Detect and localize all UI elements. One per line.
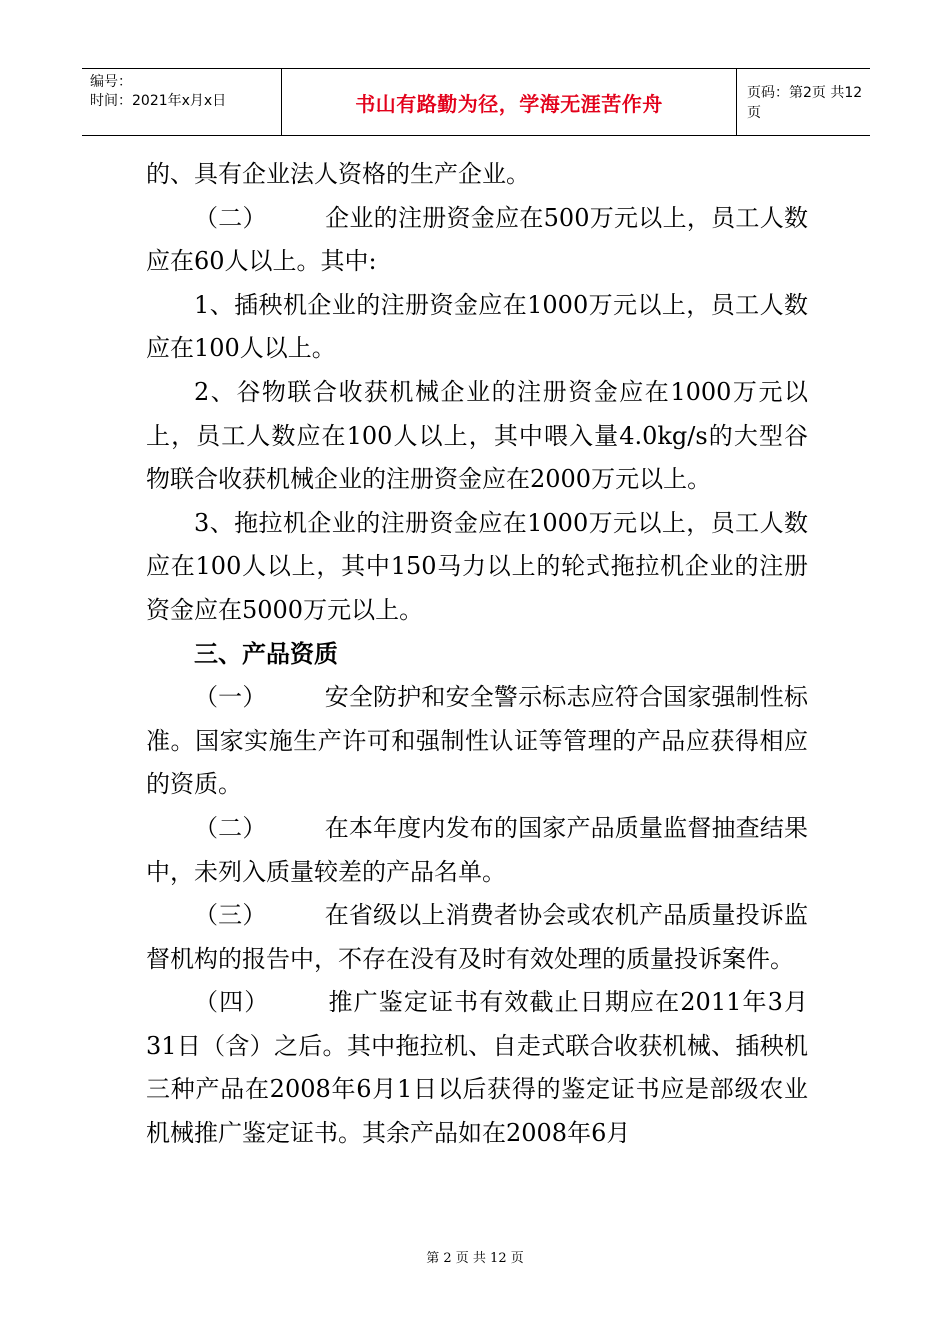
document-body [146,153,808,1156]
paragraph [146,981,808,1155]
paragraph-text: 安全防护和安全警示标志应符合国家强制性标准。国家实施生产许可和强制性认证等管理的产品应获得相应的资质。 [146,683,809,799]
paragraph: 2、谷物联合收获机械企业的注册资金应在1000万元以上，员工人数应在100人以上，其中喂入量4.0kg/s的大型谷物联合收获机械企业的注册资金应在2000万元以上。 [146,377,808,494]
paragraph [146,197,808,284]
header-meta [82,69,282,135]
paragraph-text: 在省级以上消费者协会或农机产品质量投诉监督机构的报告中，不存在没有及时有效处理的质量投诉案件。 [146,901,809,973]
page-footer: 第 2 页 共 12 页 [426,1251,524,1266]
paragraph-text: 在本年度内发布的国家产品质量监督抽查结果中，未列入质量较差的产品名单。 [146,813,809,886]
header-page-info: 页码：第2页 共12页 [747,85,863,121]
paragraph [146,807,808,894]
paragraph-prefix: （三） [194,901,267,930]
paragraph-prefix: （二） [194,203,267,232]
document-date-label: 时间：2021年x月x日 [90,93,227,109]
paragraph: 3、拖拉机企业的注册资金应在1000万元以上，员工人数应在100人以上，其中150马力以上的轮式拖拉机企业的注册资金应在5000万元以上。 [146,508,808,624]
paragraph [146,894,808,981]
section-heading: 三、产品资质 [194,639,338,668]
paragraph: 的、具有企业法人资格的生产企业。 [146,160,530,188]
paragraph-prefix: （四） [194,988,270,1017]
paragraph: 1、插秧机企业的注册资金应在1000万元以上，员工人数应在100人以上。 [146,290,808,363]
paragraph-prefix: （二） [194,813,267,842]
document-number-label: 编号： [90,74,132,90]
header-motto: 书山有路勤为径，学海无涯苦作舟 [282,69,737,135]
paragraph-text: 推广鉴定证书有效截止日期应在2011年3月31日（含）之后。其中拖拉机、自走式联合收获机械、插秧机三种产品在2008年6月1日以后获得的鉴定证书应是部级农业机械推广鉴定证书。其余产品如在2008年6月 [146,988,809,1148]
paragraph [146,676,808,807]
paragraph-text: 企业的注册资金应在500万元以上，员工人数应在60人以上。其中: [146,203,808,276]
paragraph-prefix: （一） [194,683,267,712]
page-header [82,68,870,136]
